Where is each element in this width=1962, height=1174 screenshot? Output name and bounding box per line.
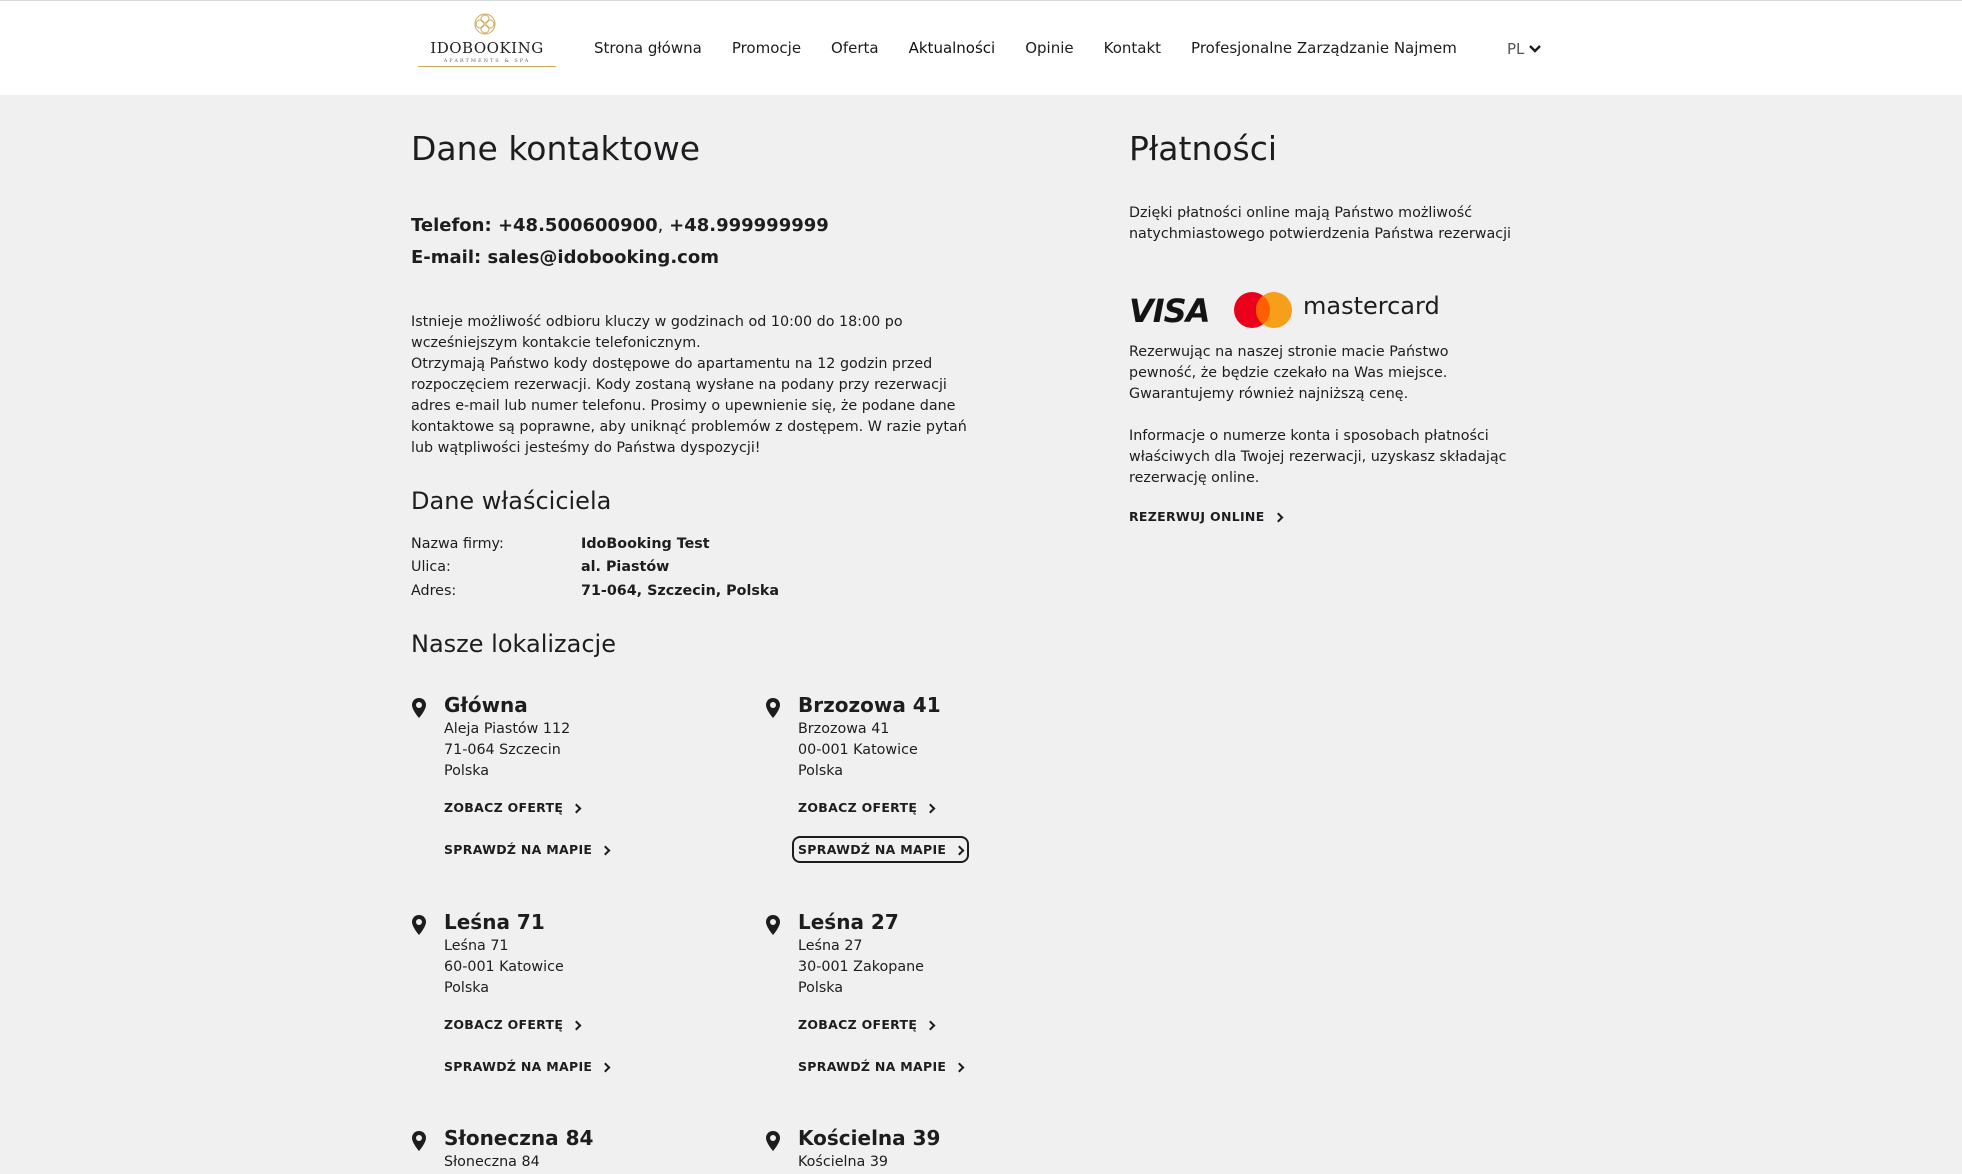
map-pin-icon [411, 1130, 427, 1152]
location-card [411, 1126, 741, 1174]
view-offer-link[interactable] [444, 800, 580, 815]
access-codes-info-text: Otrzymają Państwo kody dostępowe do apartamentu na 12 godzin przed rozpoczęciem rezerwacji. Kody zostaną wysłane na podany przy rezerwacji adres e-mail lub numer telefonu. Prosimy o upewnienie się, że podane dane kontaktowe są poprawne, aby uniknąć problemów z dostępem. W razie pytań lub wątpliwości jesteśmy do Państwa dyspozycji! [411, 356, 967, 456]
location-city: 71-064 Szczecin [444, 742, 561, 758]
location-name: Kościelna 39 [798, 1126, 941, 1150]
main-nav [594, 39, 1457, 59]
mastercard-circles-icon [1233, 291, 1293, 329]
logo-divider [418, 66, 556, 67]
show-on-map-link[interactable] [444, 1059, 609, 1074]
chevron-right-icon [926, 1020, 936, 1030]
book-online-label: REZERWUJ ONLINE [1129, 509, 1265, 524]
owner-value-street: al. Piastów [581, 559, 670, 575]
logo-ornament-icon [473, 12, 497, 36]
email-line [411, 247, 719, 268]
owner-title: Dane właściciela [411, 487, 612, 515]
nav-item-aktualnosci[interactable]: Aktualności [908, 39, 996, 57]
location-name: Leśna 27 [798, 910, 899, 934]
show-on-map-label: SPRAWDŹ NA MAPIE [798, 842, 947, 857]
show-on-map-link[interactable] [798, 1059, 963, 1074]
show-on-map-label: SPRAWDŹ NA MAPIE [798, 1059, 947, 1074]
chevron-right-icon [572, 1020, 582, 1030]
nav-item-kontakt[interactable]: Kontakt [1103, 39, 1162, 57]
location-name: Brzozowa 41 [798, 693, 941, 717]
view-offer-label: ZOBACZ OFERTĘ [444, 800, 564, 815]
phone-label: Telefon: [411, 215, 498, 236]
location-card [765, 910, 1095, 1080]
location-name: Słoneczna 84 [444, 1126, 594, 1150]
show-on-map-link[interactable] [444, 842, 609, 857]
nav-item-zarzadzanie-najmem[interactable]: Profesjonalne Zarządzanie Najmem [1191, 39, 1457, 57]
logo-name: IDOBOOKING [430, 39, 544, 57]
owner-label-street: Ulica: [411, 559, 451, 575]
chevron-right-icon [601, 845, 611, 855]
location-city: 30-001 Zakopane [798, 959, 924, 975]
nav-item-promocje[interactable]: Promocje [731, 39, 802, 57]
locations-title: Nasze lokalizacje [411, 630, 616, 658]
location-street: Kościelna 39 [798, 1154, 889, 1170]
nav-item-opinie[interactable]: Opinie [1025, 39, 1074, 57]
show-on-map-label: SPRAWDŹ NA MAPIE [444, 1059, 593, 1074]
chevron-down-icon [1528, 44, 1542, 54]
view-offer-link[interactable] [798, 800, 934, 815]
phone-link-1[interactable]: +48.500600900 [497, 215, 658, 236]
view-offer-label: ZOBACZ OFERTĘ [798, 800, 918, 815]
location-street: Leśna 27 [798, 938, 863, 954]
location-city: 00-001 Katowice [798, 742, 918, 758]
book-online-link[interactable] [1129, 509, 1282, 524]
map-pin-icon [411, 914, 427, 936]
keys-info-text: Istnieje możliwość odbioru kluczy w godzinach od 10:00 do 18:00 po wcześniejszym kontakcie telefonicznym. [411, 314, 903, 351]
view-offer-label: ZOBACZ OFERTĘ [444, 1017, 564, 1032]
map-pin-icon [765, 914, 781, 936]
location-country: Polska [444, 763, 490, 779]
location-street: Leśna 71 [444, 938, 509, 954]
phone-separator: , [657, 215, 670, 236]
view-offer-link[interactable] [798, 1017, 934, 1032]
location-city: 60-001 Katowice [444, 959, 564, 975]
show-on-map-label: SPRAWDŹ NA MAPIE [444, 842, 593, 857]
view-offer-label: ZOBACZ OFERTĘ [798, 1017, 918, 1032]
location-country: Polska [798, 763, 844, 779]
map-pin-icon [765, 697, 781, 719]
chevron-right-icon [955, 1062, 965, 1072]
language-label: PL [1507, 40, 1525, 58]
owner-value-company: IdoBooking Test [581, 536, 710, 552]
mastercard-logo-text: mastercard [1303, 292, 1440, 320]
owner-value-address: 71-064, Szczecin, Polska [581, 583, 780, 599]
owner-label-company: Nazwa firmy: [411, 536, 504, 552]
phone-line [411, 215, 829, 236]
contact-info [411, 312, 971, 459]
location-street: Aleja Piastów 112 [444, 721, 571, 737]
site-logo[interactable] [416, 9, 558, 69]
location-name: Główna [444, 693, 528, 717]
show-on-map-link[interactable] [798, 842, 963, 857]
view-offer-link[interactable] [444, 1017, 580, 1032]
chevron-right-icon [926, 803, 936, 813]
logo-tagline: APARTMENTS & SPA [443, 58, 531, 64]
location-card [765, 1126, 1095, 1174]
chevron-right-icon [572, 803, 582, 813]
location-street: Brzozowa 41 [798, 721, 890, 737]
map-pin-icon [765, 1130, 781, 1152]
nav-item-oferta[interactable]: Oferta [831, 39, 879, 57]
location-name: Leśna 71 [444, 910, 545, 934]
location-country: Polska [798, 980, 844, 996]
contact-title: Dane kontaktowe [411, 129, 701, 168]
location-street: Słoneczna 84 [444, 1154, 540, 1170]
chevron-right-icon [601, 1062, 611, 1072]
site-header [0, 0, 1962, 95]
chevron-right-icon [955, 845, 965, 855]
payments-account-info-text: Informacje o numerze konta i sposobach płatności właściwych dla Twojej rezerwacji, uzyskasz składając rezerwację online. [1129, 428, 1507, 486]
location-country: Polska [444, 980, 490, 996]
email-label: E-mail: [411, 247, 488, 268]
email-link[interactable]: sales@idobooking.com [487, 247, 719, 268]
visa-logo: VISA [1129, 292, 1210, 330]
map-pin-icon [411, 697, 427, 719]
language-selector[interactable] [1507, 40, 1542, 58]
location-card [411, 910, 741, 1080]
phone-link-2[interactable]: +48.999999999 [669, 215, 829, 236]
payments-online-text: Dzięki płatności online mają Państwo możliwość natychmiastowego potwierdzenia Państwa rezerwacji [1129, 205, 1512, 242]
payments-title: Płatności [1129, 129, 1278, 168]
nav-item-strona-glowna[interactable]: Strona główna [594, 39, 702, 57]
location-card [765, 693, 1095, 863]
chevron-right-icon [1273, 512, 1283, 522]
location-card [411, 693, 741, 863]
owner-label-address: Adres: [411, 583, 457, 599]
payments-guarantee-text: Rezerwując na naszej stronie macie Państwo pewność, że będzie czekało na Was miejsce. Gwarantujemy również najniższą cenę. [1129, 344, 1449, 402]
